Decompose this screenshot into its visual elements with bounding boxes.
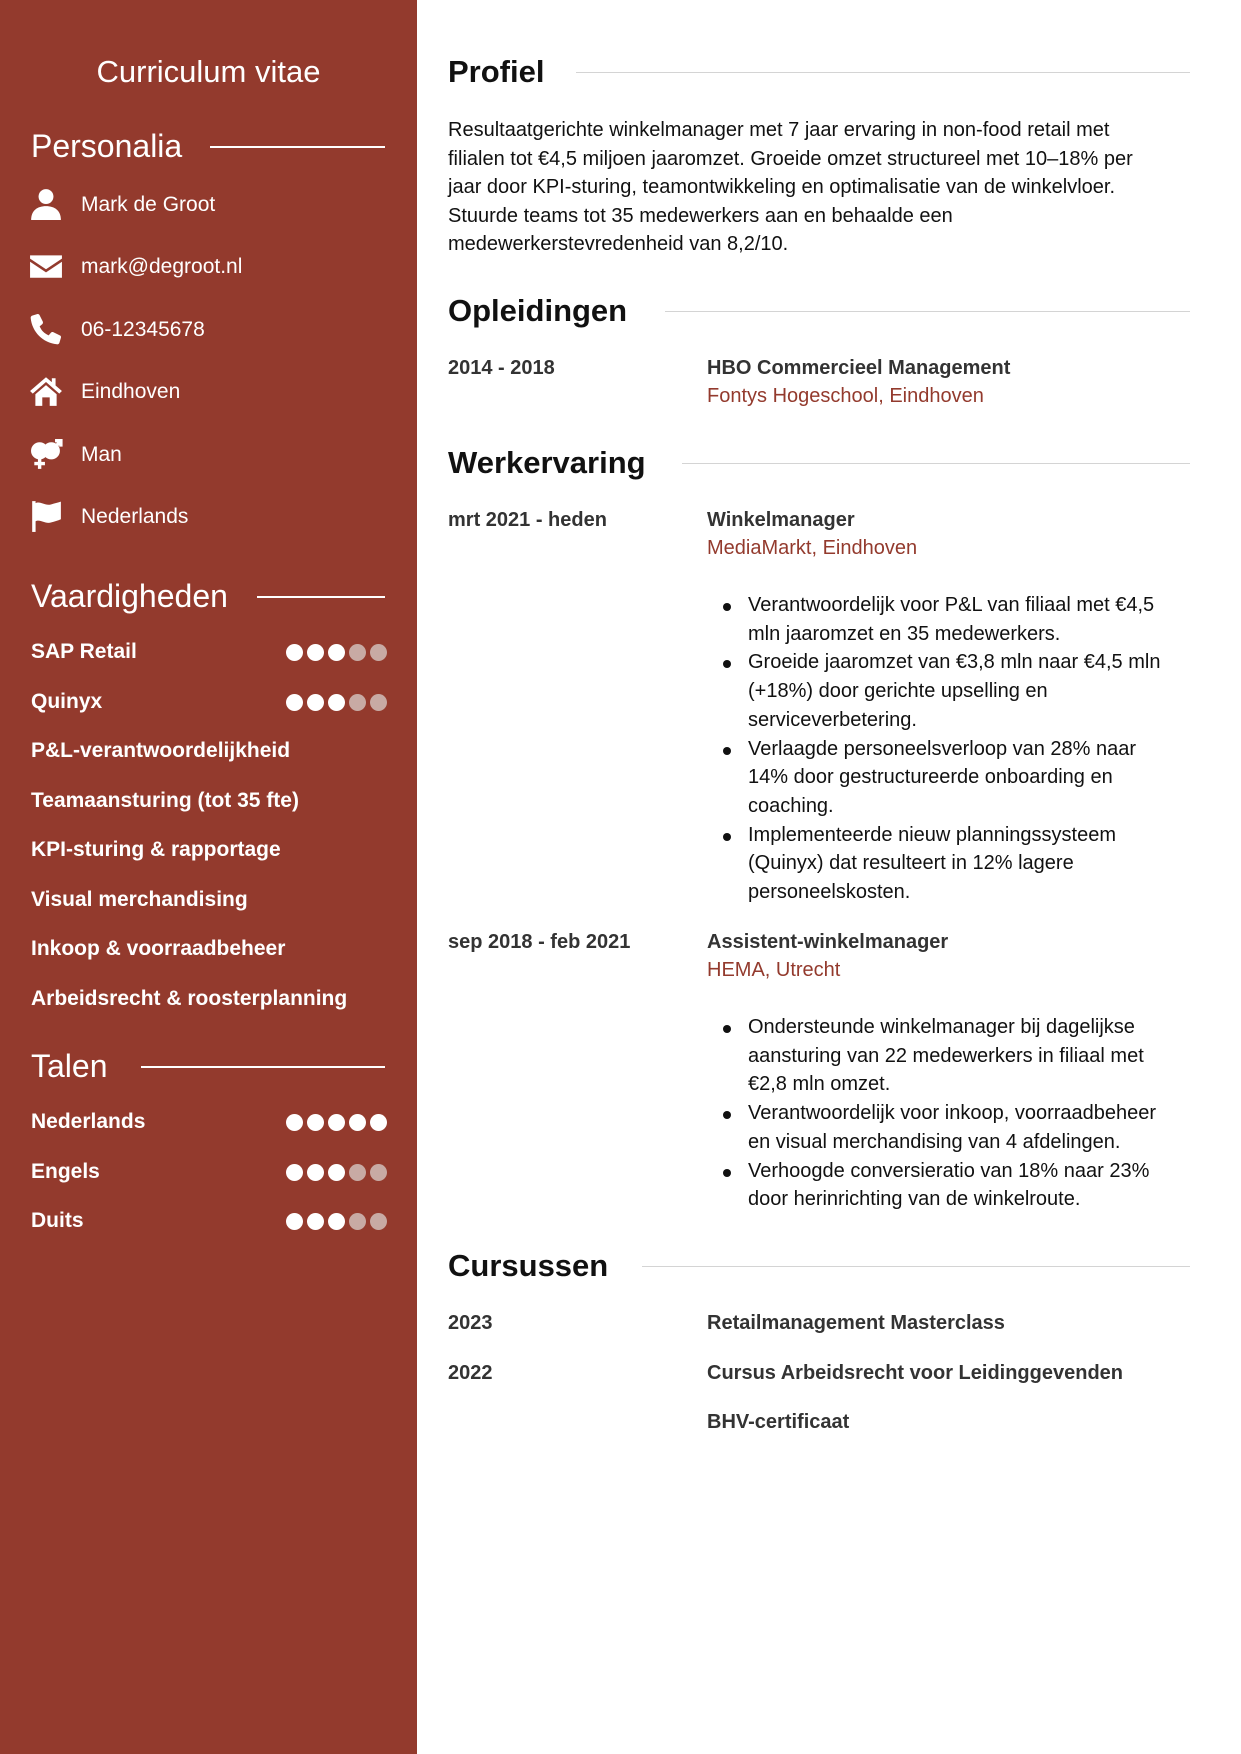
bullet-item: Verantwoordelijk voor P&L van filiaal met €4,5 mln jaaromzet en 35 medewerkers. [748, 591, 1198, 648]
rating-dot-empty [370, 694, 387, 711]
cv-title: Curriculum vitae [96, 54, 321, 89]
profile-line: Stuurde teams tot 35 medewerkers aan en behaalde een [448, 204, 953, 227]
home-icon [28, 374, 64, 408]
personalia-phone [28, 309, 388, 349]
personalia-divider [210, 146, 385, 148]
personalia-name [28, 184, 388, 224]
bullet-item: Verlaagde personeelsverloop van 28% naar 14% door gestructureerde onboarding en coaching. [748, 735, 1198, 821]
skill-rating [286, 644, 387, 661]
rating-dot-filled [286, 694, 303, 711]
rating-dot-filled [307, 644, 324, 661]
courses-heading: Cursussen [448, 1248, 609, 1283]
rating-dot-filled [286, 1213, 303, 1230]
gender-value: Man [81, 443, 122, 466]
personalia-gender [28, 434, 388, 474]
flag-icon [28, 499, 64, 533]
course-date: 2023 [448, 1312, 493, 1334]
email-value[interactable]: mark@degroot.nl [81, 255, 243, 278]
rating-dot-filled [286, 644, 303, 661]
experience-bullets [748, 591, 1198, 907]
rating-dot-empty [349, 1164, 366, 1181]
skill-name: KPI-sturing & rapportage [31, 838, 281, 861]
personalia-header [31, 126, 385, 166]
skill-name: Inkoop & voorraadbeheer [31, 937, 286, 960]
rating-dot-filled [328, 1164, 345, 1181]
skill-row [31, 687, 387, 717]
person-icon [28, 187, 64, 221]
skill-name: SAP Retail [31, 640, 137, 663]
rating-dot-filled [328, 644, 345, 661]
experience-header [448, 443, 1190, 483]
envelope-icon [28, 249, 64, 283]
course-title: Cursus Arbeidsrecht voor Leidinggevenden [707, 1362, 1124, 1384]
language-row [31, 1157, 387, 1187]
skill-name: Visual merchandising [31, 887, 248, 911]
languages-heading: Talen [31, 1048, 108, 1084]
personalia-city [28, 371, 388, 411]
education-title: HBO Commercieel Management [707, 357, 1011, 379]
education-institution: Fontys Hogeschool, Eindhoven [707, 385, 984, 407]
profile-header [448, 52, 1190, 92]
language-name: Duits [31, 1209, 84, 1232]
rating-dot-filled [307, 694, 324, 711]
profile-line: medewerkerstevredenheid van 8,2/10. [448, 233, 789, 256]
language-name: Nederlands [31, 1110, 146, 1133]
skill-rating [286, 694, 387, 711]
experience-date: sep 2018 - feb 2021 [448, 931, 631, 953]
course-title: Retailmanagement Masterclass [707, 1312, 1005, 1334]
nationality-value: Nederlands [81, 505, 189, 528]
experience-employer: MediaMarkt, Eindhoven [707, 537, 918, 559]
rating-dot-empty [370, 1213, 387, 1230]
phone-icon [28, 312, 64, 346]
main-content [417, 0, 1241, 1754]
profile-line: filialen tot €4,5 miljoen jaaromzet. Groeide omzet structureel met 10–18% per [448, 147, 1133, 170]
experience-employer: HEMA, Utrecht [707, 959, 841, 981]
rating-dot-filled [307, 1164, 324, 1181]
education-date: 2014 - 2018 [448, 357, 555, 379]
rating-dot-filled [328, 694, 345, 711]
education-heading: Opleidingen [448, 293, 628, 328]
rating-dot-filled [370, 1114, 387, 1131]
skill-name: Teamaansturing (tot 35 fte) [31, 788, 299, 812]
skill-row [31, 786, 387, 816]
skill-row [31, 736, 387, 766]
rating-dot-empty [349, 644, 366, 661]
experience-heading: Werkervaring [448, 445, 646, 480]
rating-dot-filled [307, 1213, 324, 1230]
profile-line: jaar door KPI-sturing, teamontwikkeling en optimalisatie van de winkelvloer. [448, 176, 1116, 199]
languages-divider [141, 1066, 385, 1068]
language-row [31, 1206, 387, 1236]
personalia-nationality [28, 496, 388, 536]
skills-heading: Vaardigheden [31, 578, 228, 614]
skill-row [31, 934, 387, 964]
rating-dot-filled [349, 1114, 366, 1131]
rating-dot-filled [328, 1213, 345, 1230]
skill-row [31, 885, 387, 915]
rating-dot-filled [286, 1164, 303, 1181]
bullet-item: Ondersteunde winkelmanager bij dagelijkse aansturing van 22 medewerkers in filiaal met €2,8 mln omzet. [748, 1013, 1198, 1099]
skills-header [31, 576, 385, 616]
sidebar [0, 0, 417, 1754]
profile-heading: Profiel [448, 54, 545, 89]
profile-summary [448, 116, 1193, 259]
courses-header [448, 1246, 1190, 1286]
experience-title: Assistent-winkelmanager [707, 931, 949, 953]
language-rating [286, 1114, 387, 1131]
course-date: 2022 [448, 1362, 493, 1384]
rating-dot-filled [286, 1114, 303, 1131]
experience-bullets [748, 1013, 1198, 1214]
bullet-item: Verhoogde conversieratio van 18% naar 23% door herinrichting van de winkelroute. [748, 1157, 1198, 1214]
rating-dot-empty [370, 644, 387, 661]
rating-dot-empty [349, 694, 366, 711]
rating-dot-empty [349, 1213, 366, 1230]
rating-dot-empty [370, 1164, 387, 1181]
skill-name: Arbeidsrecht & roosterplanning [31, 986, 348, 1010]
bullet-item: Verantwoordelijk voor inkoop, voorraadbeheer en visual merchandising van 4 afdelingen. [748, 1099, 1198, 1156]
language-name: Engels [31, 1159, 100, 1183]
experience-date: mrt 2021 - heden [448, 509, 607, 531]
language-row [31, 1107, 387, 1137]
rating-dot-filled [307, 1114, 324, 1131]
bullet-item: Groeide jaaromzet van €3,8 mln naar €4,5 mln (+18%) door gerichte upselling en serviceverbetering. [748, 648, 1198, 734]
phone-value: 06-12345678 [81, 318, 205, 341]
course-title: BHV-certificaat [707, 1411, 850, 1433]
skills-divider [257, 596, 385, 598]
education-header [448, 291, 1190, 331]
profile-line: Resultaatgerichte winkelmanager met 7 jaar ervaring in non-food retail met [448, 119, 1110, 141]
profile-divider [576, 72, 1190, 73]
skill-row [31, 637, 387, 667]
education-divider [665, 311, 1190, 312]
experience-title: Winkelmanager [707, 509, 855, 531]
city-value: Eindhoven [81, 380, 181, 403]
language-rating [286, 1164, 387, 1181]
skill-row [31, 835, 387, 865]
personalia-email [28, 246, 388, 286]
courses-divider [642, 1266, 1190, 1267]
rating-dot-filled [328, 1114, 345, 1131]
skill-name: P&L-verantwoordelijkheid [31, 739, 291, 762]
languages-header [31, 1046, 385, 1086]
bullet-item: Implementeerde nieuw planningssysteem (Quinyx) dat resulteert in 12% lagere personeelskosten. [748, 821, 1198, 907]
language-rating [286, 1213, 387, 1230]
personalia-heading: Personalia [31, 128, 183, 164]
skill-row [31, 984, 387, 1014]
gender-icon [28, 437, 64, 471]
experience-divider [682, 463, 1190, 464]
skill-name: Quinyx [31, 689, 103, 713]
name-value: Mark de Groot [81, 193, 216, 216]
